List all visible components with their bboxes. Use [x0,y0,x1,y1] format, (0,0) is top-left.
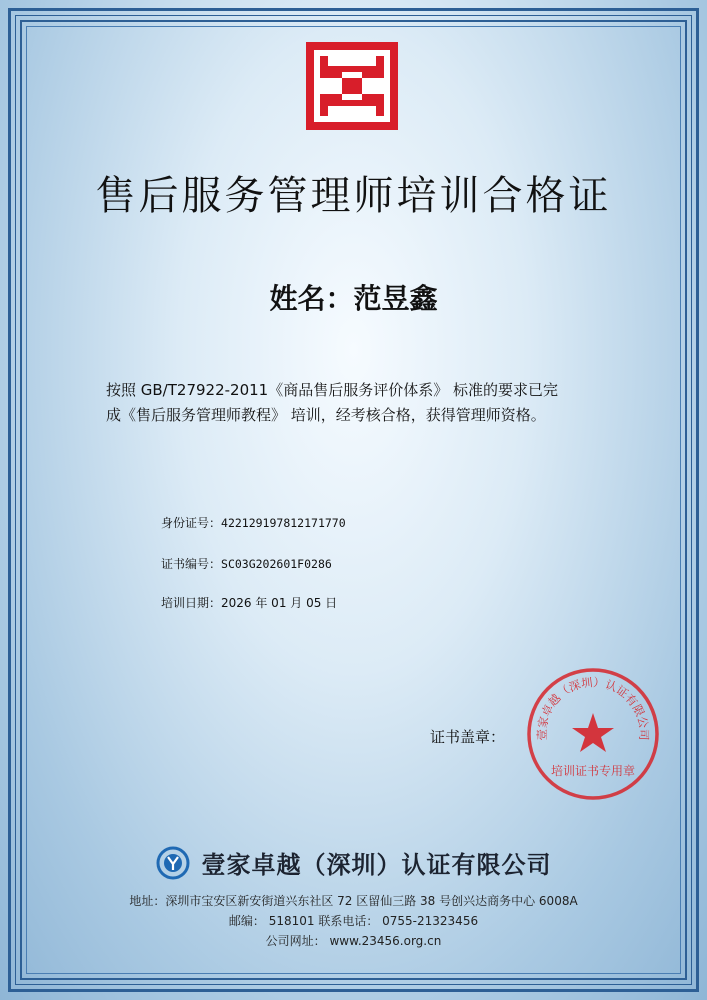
company-address: 地址：深圳市宝安区新安街道兴东社区 72 区留仙三路 38 号创兴达商务中心 6008A [129,894,578,908]
certification-statement [106,378,606,428]
emblem-icon [306,42,398,130]
company-header [0,845,707,880]
company-name: 壹家卓越（深圳）认证有限公司 [201,851,552,879]
seal-label: 证书盖章： [430,728,506,746]
training-date-label: 培训日期： [161,596,222,610]
certificate-number-field [161,555,332,572]
certificate-title: 售后服务管理师培训合格证 [95,173,612,219]
official-seal-icon [524,665,662,803]
holder-name: 范昱鑫 [353,282,438,315]
statement-line-2: 成《售后服务管理师教程》 培训，经考核合格，获得管理师资格。 [106,406,546,424]
training-date-value: 2026 年 01 月 05 日 [221,596,338,610]
seal-ring-text: 壹家卓越（深圳）认证有限公司 [534,675,652,741]
id-number-field [161,514,346,531]
id-number-label: 身份证号： [161,516,222,530]
company-website: 公司网址： www.23456.org.cn [265,934,442,948]
id-number-value: 422129197812171770 [221,516,346,530]
statement-line-1: 按照 GB/T27922-2011《商品售后服务评价体系》 标准的要求已完 [106,381,558,399]
seal-bottom-text: 培训证书专用章 [550,764,636,778]
holder-name-line [0,277,707,317]
company-postcode-phone: 邮编： 518101 联系电话： 0755-21323456 [228,914,479,928]
company-logo-icon [156,846,190,880]
name-label: 姓名： [269,282,354,315]
training-date-field [161,594,337,611]
inner-border-1 [15,15,692,985]
certificate-number-label: 证书编号： [161,557,222,571]
certificate-number-value: SC03G202601F0286 [221,557,332,571]
